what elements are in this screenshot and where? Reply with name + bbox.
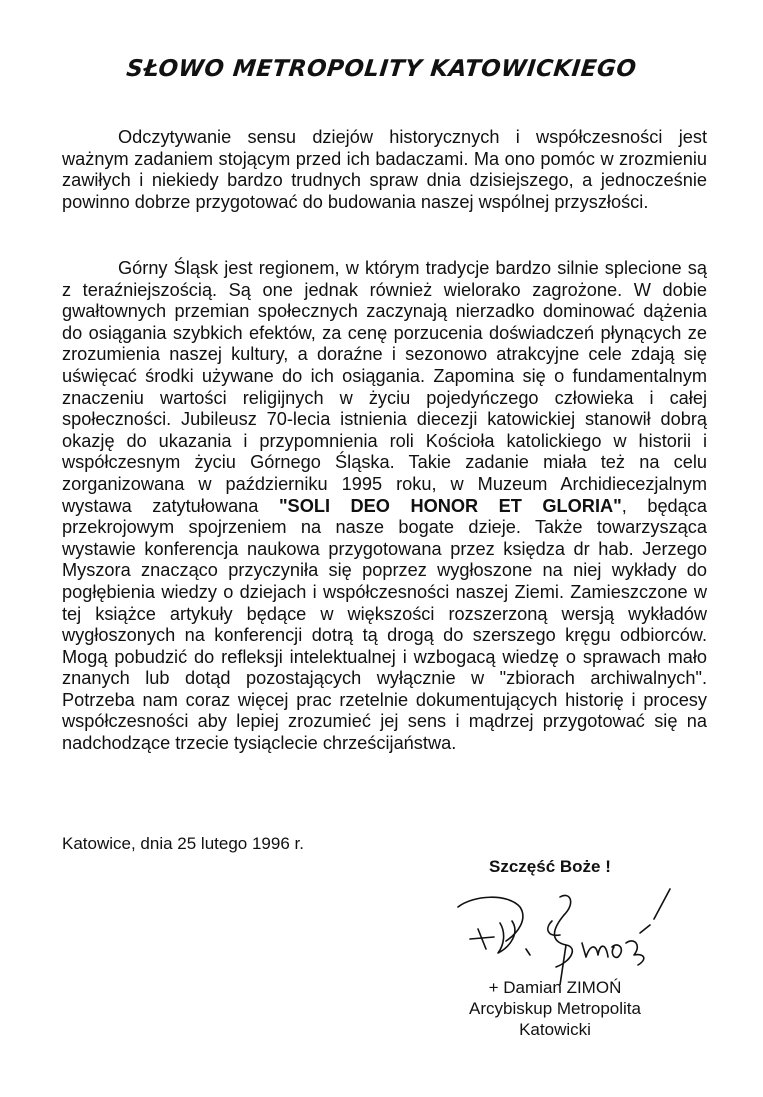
exhibition-title: "SOLI DEO HONOR ET GLORIA" — [278, 495, 622, 516]
paragraph-2-text-start: Górny Śląsk jest regionem, w którym tradycje bardzo silnie splecione są z teraźniejszością. Są one jednak również wielorako zagrożone. W dobie gwałtownych przemian społecznych zaczynają nierzadko dominować dążenia do osiągania szybkich efektów, za cenę porzucenia doświadczeń płynących ze zrozumienia naszej kultury, a doraźne i sezonowo atrakcyjne cele zdają się uświęcać środki używane do ich osiągania. Zapomina się o fundamentalnym znaczeniu wartości religijnych w życiu pojedyńczego człowieka i całej społeczności. Jubileusz 70-lecia istnienia diecezji katowickiej stanowił dobrą okazję do ukazania i przypomnienia roli Kościoła katolickiego w historii i współczesnym życiu Górnego Śląska. Takie zadanie miała też na celu zorganizowana w październiku 1995 roku, w Muzeum Archidiecezjalnym wystawa zatytułowana — [62, 258, 707, 516]
paragraph-2-text-end: , będąca przekrojowym spojrzeniem na nasze bogate dzieje. Także towarzysząca wystawie konferencja naukowa przygotowana przez księdza dr hab. Jerzego Myszora znacząco przyczyniła się poprzez wygłoszone na niej wykłady do pogłębienia wiedzy o dziejach i współczesności naszej Ziemi. Zamieszczone w tej książce artykuły będące w większości rozszerzoną wersją wykładów wygłoszonych na konferencji dotrą tą drogą do szerszego kręgu odbiorców. Mogą pobudzić do refleksji intelektualnej i wzbogacą wiedzę o sprawach mało znanych lub dotąd pozostających wyłącznie w "zbiorach archiwalnych". Potrzeba nam coraz więcej prac rzetelnie dokumentujących historię i procesy współczesności aby lepiej zrozumieć jej sens i mądrzej przygotować się na nadchodzące trzecie tysiąclecie chrześcijaństwa. — [62, 495, 708, 754]
signer-location: Katowicki — [519, 1020, 591, 1039]
signer-name: + Damian ZIMOŃ — [488, 978, 622, 997]
signer-block — [440, 977, 670, 1040]
handwritten-signature — [448, 885, 688, 985]
date-line: Katowice, dnia 25 lutego 1996 r. — [62, 834, 304, 853]
paragraph-2 — [62, 258, 707, 755]
page-title: SŁOWO METROPOLITY KATOWICKIEGO — [125, 56, 638, 82]
closing-blessing: Szczęść Boże ! — [489, 857, 611, 876]
signer-title: Arcybiskup Metropolita — [469, 999, 641, 1018]
paragraph-1: Odczytywanie sensu dziejów historycznych i współczesności jest ważnym zadaniem stojącym przed ich badaczami. Ma ono pomóc w zrozmieniu zawiłych i niekiedy bardzo trudnych spraw dnia dzisiejszego, a jednocześnie powinno dobrze przygotować do budowania naszej wspólnej przyszłości. — [62, 127, 707, 212]
